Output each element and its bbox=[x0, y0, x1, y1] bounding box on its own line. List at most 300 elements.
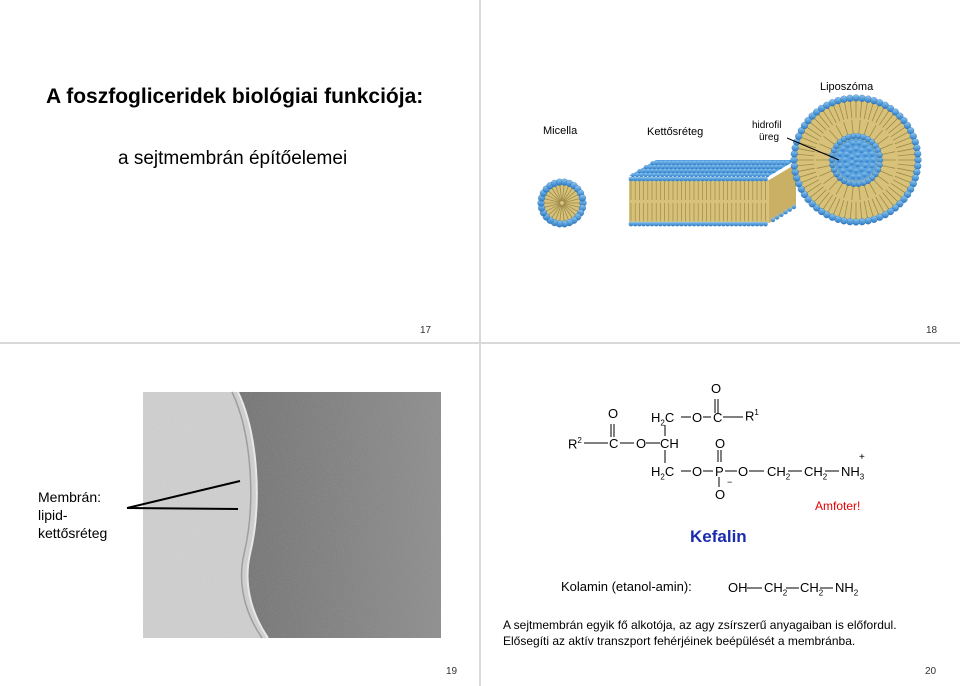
lipid-head bbox=[759, 222, 764, 227]
lipid-head bbox=[771, 218, 775, 222]
lipid-head bbox=[741, 165, 745, 169]
lipid-head bbox=[667, 161, 671, 165]
slide-title: A foszfogliceridek biológiai funkciója: bbox=[46, 85, 424, 108]
lipid-head bbox=[775, 215, 779, 219]
lipid-head bbox=[753, 173, 757, 177]
lipid-head bbox=[850, 161, 855, 166]
lipid-head bbox=[791, 163, 798, 170]
lipid-head bbox=[678, 165, 682, 169]
lipid-head bbox=[704, 177, 709, 182]
atom-ch-middle: CH bbox=[660, 436, 679, 451]
lipid-head bbox=[696, 169, 700, 173]
lipid-head bbox=[734, 169, 738, 173]
lipid-head bbox=[690, 165, 694, 169]
lipid-head bbox=[793, 175, 800, 182]
lipid-head bbox=[654, 169, 658, 173]
lipid-head bbox=[633, 222, 638, 227]
lipid-head bbox=[717, 177, 722, 182]
lipid-head bbox=[850, 155, 855, 160]
lipid-head bbox=[743, 161, 747, 165]
membrane-label: Membrán: lipid-kettősréteg bbox=[38, 489, 108, 541]
lipid-head bbox=[698, 173, 702, 177]
lipid-head bbox=[694, 165, 698, 169]
lipid-head bbox=[857, 174, 862, 179]
lipid-head bbox=[707, 165, 711, 169]
lipid-head bbox=[763, 169, 767, 173]
lipid-head bbox=[700, 222, 705, 227]
lipid-head bbox=[699, 165, 703, 169]
lipid-head bbox=[761, 173, 765, 177]
lipid-head bbox=[711, 173, 715, 177]
lipid-head bbox=[639, 173, 643, 177]
kefalin-title: Kefalin bbox=[690, 527, 747, 546]
lipid-head bbox=[734, 161, 738, 165]
lipid-head bbox=[720, 165, 724, 169]
lipid-head bbox=[684, 169, 688, 173]
atom-o-glycerol-top: O bbox=[692, 410, 703, 425]
lipid-head bbox=[642, 169, 646, 173]
lipid-head bbox=[753, 165, 757, 169]
lipid-head bbox=[708, 177, 713, 182]
lipid-head bbox=[766, 165, 770, 169]
liposome-diagram bbox=[791, 95, 922, 226]
lipid-head bbox=[747, 161, 751, 165]
lipid-head bbox=[841, 217, 848, 224]
lipid-head bbox=[742, 169, 746, 173]
lipid-head bbox=[677, 173, 681, 177]
lipid-head bbox=[671, 222, 676, 227]
atom-o-phosphate-top: O bbox=[715, 436, 726, 451]
slide-19 bbox=[0, 344, 479, 686]
lipid-head bbox=[844, 163, 849, 168]
lipid-head bbox=[755, 222, 760, 227]
lipid-head bbox=[715, 165, 719, 169]
atom-c-top: C bbox=[713, 410, 723, 425]
lipid-head bbox=[629, 177, 634, 182]
lipid-head bbox=[847, 95, 854, 102]
atom-r2: $R^2$ bbox=[568, 436, 582, 452]
lipid-head bbox=[859, 148, 864, 153]
lipid-head bbox=[669, 173, 673, 177]
lipid-head bbox=[679, 222, 684, 227]
lipid-head bbox=[770, 165, 774, 169]
lipid-head bbox=[763, 177, 768, 182]
lipid-head bbox=[859, 95, 866, 102]
lipid-head bbox=[876, 152, 882, 158]
lipid-head bbox=[637, 177, 642, 182]
lipid-head bbox=[746, 177, 751, 182]
lipid-head bbox=[667, 169, 671, 173]
slide-subtitle: a sejtmembrán építőelemei bbox=[118, 148, 348, 169]
lipid-head bbox=[713, 177, 718, 182]
lipid-head bbox=[841, 147, 846, 152]
lipid-head bbox=[641, 177, 646, 182]
lipid-head bbox=[845, 143, 850, 148]
lipid-head bbox=[635, 173, 639, 177]
lipid-head bbox=[725, 222, 730, 227]
lipid-head bbox=[736, 173, 740, 177]
lipid-head bbox=[760, 161, 764, 165]
lipid-head bbox=[841, 169, 846, 174]
slide-18 bbox=[481, 0, 960, 342]
lipid-head bbox=[870, 163, 875, 168]
kolamin-label: Kolamin (etanol-amin): bbox=[561, 579, 692, 594]
lipid-head bbox=[679, 169, 683, 173]
atom-o-top: O bbox=[711, 381, 722, 396]
lipid-head bbox=[738, 177, 743, 182]
lipid-head bbox=[757, 173, 761, 177]
lipid-head bbox=[781, 161, 785, 165]
bilayer-diagram bbox=[629, 160, 797, 226]
lipid-head bbox=[764, 161, 768, 165]
atom-o-bottom: O bbox=[715, 487, 726, 502]
kettosreteg-label: Kettősréteg bbox=[647, 126, 704, 138]
slide-20 bbox=[481, 344, 960, 686]
lipid-head bbox=[652, 173, 656, 177]
lipid-head bbox=[746, 222, 751, 227]
lipid-head bbox=[654, 177, 659, 182]
lipid-head bbox=[648, 165, 652, 169]
lipid-head bbox=[785, 161, 789, 165]
lipid-head bbox=[859, 158, 864, 163]
lipid-head bbox=[723, 173, 727, 177]
lipid-head bbox=[863, 152, 868, 157]
lipid-head bbox=[713, 222, 718, 227]
lipid-head bbox=[862, 172, 867, 177]
lipid-head bbox=[722, 161, 726, 165]
lipid-head bbox=[736, 165, 740, 169]
lipid-head bbox=[704, 222, 709, 227]
lipid-head bbox=[656, 173, 660, 177]
lipid-head bbox=[778, 165, 782, 169]
description-line-2: Elősegíti az aktív transzport fehérjéinek beépülését a membránba. bbox=[503, 634, 856, 648]
micrograph-texture bbox=[143, 392, 441, 638]
lipid-head bbox=[675, 222, 680, 227]
lipid-head bbox=[675, 169, 679, 173]
lipid-head bbox=[692, 177, 697, 182]
lipid-head bbox=[855, 153, 860, 158]
atom-o-middle: O bbox=[636, 436, 647, 451]
lipid-head bbox=[658, 177, 663, 182]
lipid-head bbox=[646, 169, 650, 173]
bilayer-front bbox=[629, 180, 769, 223]
atom-r1: $R^1$ bbox=[745, 408, 759, 424]
slide-17 bbox=[0, 0, 479, 342]
lipid-head bbox=[629, 222, 634, 227]
lipid-head bbox=[763, 222, 768, 227]
lipid-head bbox=[783, 210, 787, 214]
lipid-head bbox=[661, 165, 665, 169]
lipid-head bbox=[650, 177, 655, 182]
lipid-head bbox=[841, 96, 848, 103]
lipid-head bbox=[671, 169, 675, 173]
kolamin-oh: OH bbox=[728, 580, 748, 595]
lipid-head bbox=[688, 161, 692, 165]
lipid-head bbox=[673, 165, 677, 169]
micella-label: Micella bbox=[543, 125, 578, 137]
atom-p: P bbox=[715, 464, 724, 479]
lipid-head bbox=[871, 216, 878, 223]
lipid-head bbox=[711, 165, 715, 169]
lipid-head bbox=[838, 163, 843, 168]
lipid-head bbox=[709, 161, 713, 165]
atom-o-glycerol-bottom: O bbox=[692, 464, 703, 479]
lipid-head bbox=[865, 96, 872, 103]
atom-c-r2: C bbox=[609, 436, 619, 451]
lipid-head bbox=[768, 169, 772, 173]
lipid-head bbox=[863, 163, 868, 168]
lipid-head bbox=[749, 173, 753, 177]
lipid-head bbox=[912, 139, 919, 146]
lipid-head bbox=[709, 169, 713, 173]
page-number: 18 bbox=[926, 325, 938, 336]
lipid-head bbox=[774, 165, 778, 169]
lipid-head bbox=[650, 161, 654, 165]
lipid-head bbox=[675, 177, 680, 182]
lipid-head bbox=[665, 165, 669, 169]
lipid-head bbox=[726, 161, 730, 165]
lipid-head bbox=[729, 177, 734, 182]
lipid-head bbox=[871, 158, 876, 163]
lipid-head bbox=[686, 165, 690, 169]
lipid-head bbox=[854, 158, 859, 163]
lipid-head bbox=[686, 173, 690, 177]
lipid-head bbox=[848, 167, 853, 172]
charge-minus: − bbox=[727, 477, 733, 487]
lipid-head bbox=[791, 157, 798, 164]
atom-h2c-top: $H_2C$ bbox=[651, 410, 675, 428]
lipid-head bbox=[851, 174, 856, 179]
lipid-head bbox=[631, 173, 635, 177]
lipid-head bbox=[641, 222, 646, 227]
lipid-head bbox=[729, 222, 734, 227]
lipid-head bbox=[772, 161, 776, 165]
lipid-head bbox=[658, 169, 662, 173]
hidrofil-label-1: hidrofil bbox=[752, 120, 782, 131]
lipid-head bbox=[697, 161, 701, 165]
lipid-head bbox=[705, 169, 709, 173]
description-line-1: A sejtmembrán egyik fő alkotója, az agy zsírszerű anyagaiban is előfordul. bbox=[503, 618, 897, 632]
lipid-head bbox=[745, 165, 749, 169]
lipid-head bbox=[734, 177, 739, 182]
lipid-head bbox=[792, 145, 799, 152]
lipid-head bbox=[859, 218, 866, 225]
lipid-head bbox=[637, 169, 641, 173]
lipid-head bbox=[657, 165, 661, 169]
lipid-head bbox=[751, 169, 755, 173]
lipid-head bbox=[688, 169, 692, 173]
lipid-head bbox=[725, 177, 730, 182]
lipid-head bbox=[854, 169, 859, 174]
lipid-head bbox=[730, 169, 734, 173]
lipid-head bbox=[702, 173, 706, 177]
lipid-head bbox=[853, 219, 860, 226]
lipid-head bbox=[859, 167, 864, 172]
lipid-head bbox=[848, 148, 853, 153]
page-number: 20 bbox=[925, 666, 937, 677]
lipid-head bbox=[665, 173, 669, 177]
lipid-head bbox=[692, 169, 696, 173]
lipid-head bbox=[788, 207, 792, 211]
lipid-head bbox=[717, 169, 721, 173]
lipid-head bbox=[739, 161, 743, 165]
lipid-head bbox=[650, 169, 654, 173]
lipid-head bbox=[684, 161, 688, 165]
lipid-head bbox=[721, 177, 726, 182]
lipid-head bbox=[648, 173, 652, 177]
lipid-head bbox=[705, 161, 709, 165]
lipid-head bbox=[844, 152, 849, 157]
lipid-head bbox=[654, 222, 659, 227]
page-number: 19 bbox=[446, 666, 458, 677]
lipid-head bbox=[713, 169, 717, 173]
lipid-head bbox=[662, 222, 667, 227]
lipid-head bbox=[717, 222, 722, 227]
lipid-head bbox=[768, 161, 772, 165]
lipid-head bbox=[759, 177, 764, 182]
lipid-head bbox=[680, 161, 684, 165]
lipid-head bbox=[738, 222, 743, 227]
lipid-head bbox=[751, 161, 755, 165]
lipid-head bbox=[694, 173, 698, 177]
liposzoma-label: Liposzóma bbox=[820, 81, 874, 93]
lipid-head bbox=[913, 145, 920, 152]
atom-o-r2-ester: O bbox=[608, 406, 619, 421]
lipid-head bbox=[724, 165, 728, 169]
lipid-head bbox=[755, 177, 760, 182]
lipid-head bbox=[683, 177, 688, 182]
lipid-head bbox=[870, 152, 875, 157]
lipid-head bbox=[728, 173, 732, 177]
lipid-head bbox=[779, 213, 783, 217]
lipid-head bbox=[637, 222, 642, 227]
lipid-head bbox=[845, 172, 850, 177]
lipid-head bbox=[835, 97, 842, 104]
lipid-head bbox=[750, 222, 755, 227]
lipid-head bbox=[854, 147, 859, 152]
lipid-head bbox=[747, 169, 751, 173]
atom-ch2-2: $CH_2$ bbox=[804, 464, 828, 482]
lipid-head bbox=[738, 169, 742, 173]
lipid-head bbox=[718, 161, 722, 165]
lipid-head bbox=[843, 158, 848, 163]
lipid-head bbox=[772, 169, 776, 173]
lipid-head bbox=[671, 161, 675, 165]
atom-nh3: $NH_3$ bbox=[841, 464, 865, 482]
lipid-head bbox=[676, 161, 680, 165]
lipid-head bbox=[719, 173, 723, 177]
lipid-head bbox=[721, 169, 725, 173]
lipid-head bbox=[791, 151, 798, 158]
lipid-structures-illustration bbox=[481, 0, 960, 342]
lipid-head bbox=[644, 165, 648, 169]
lipid-head bbox=[645, 177, 650, 182]
charge-plus: + bbox=[859, 452, 865, 463]
lipid-head bbox=[701, 161, 705, 165]
lipid-head bbox=[666, 222, 671, 227]
kolamin-nh2: $NH_2$ bbox=[835, 580, 859, 598]
lipid-head bbox=[913, 169, 920, 176]
kolamin-ch2-1: $CH_2$ bbox=[764, 580, 788, 598]
lipid-head bbox=[721, 222, 726, 227]
lipid-head bbox=[633, 177, 638, 182]
lipid-head bbox=[857, 141, 862, 146]
lipid-head bbox=[750, 177, 755, 182]
lipid-head bbox=[749, 165, 753, 169]
lipid-head bbox=[847, 218, 854, 225]
lipid-head bbox=[726, 169, 730, 173]
lipid-head bbox=[776, 161, 780, 165]
lipid-head bbox=[851, 141, 856, 146]
lipid-head bbox=[715, 173, 719, 177]
lipid-head bbox=[755, 169, 759, 173]
lipid-head bbox=[655, 161, 659, 165]
lipid-head bbox=[867, 169, 872, 174]
description bbox=[503, 617, 897, 649]
atom-ch2-1: $CH_2$ bbox=[767, 464, 791, 482]
lipid-head bbox=[757, 165, 761, 169]
lipid-head bbox=[692, 161, 696, 165]
lipid-head bbox=[732, 165, 736, 169]
lipid-head bbox=[865, 158, 870, 163]
lipid-head bbox=[659, 161, 663, 165]
lipid-head bbox=[862, 143, 867, 148]
lipid-head bbox=[742, 222, 747, 227]
lipid-head bbox=[728, 165, 732, 169]
lipid-head bbox=[690, 173, 694, 177]
lipid-head bbox=[682, 165, 686, 169]
lipid-head bbox=[696, 222, 701, 227]
lipid-head bbox=[759, 169, 763, 173]
lipid-head bbox=[700, 177, 705, 182]
lipid-head bbox=[708, 222, 713, 227]
lipid-head bbox=[644, 173, 648, 177]
lipid-head bbox=[579, 195, 586, 202]
page-number: 17 bbox=[420, 325, 432, 336]
lipid-head bbox=[855, 162, 860, 167]
lipid-head bbox=[742, 177, 747, 182]
lipid-head bbox=[713, 161, 717, 165]
lipid-head bbox=[673, 173, 677, 177]
lipid-head bbox=[732, 173, 736, 177]
micelle-diagram bbox=[538, 179, 587, 227]
lipid-head bbox=[663, 169, 667, 173]
lipid-head bbox=[865, 217, 872, 224]
lipid-head bbox=[792, 169, 799, 176]
lipid-head bbox=[765, 173, 769, 177]
lipid-head bbox=[703, 165, 707, 169]
hidrofil-label-2: üreg bbox=[759, 132, 780, 143]
lipid-head bbox=[914, 151, 921, 158]
lipid-head bbox=[671, 177, 676, 182]
lipid-head bbox=[645, 222, 650, 227]
lipid-head bbox=[687, 222, 692, 227]
lipid-head bbox=[838, 152, 843, 157]
lipid-head bbox=[663, 161, 667, 165]
lipid-head bbox=[687, 177, 692, 182]
lipid-head bbox=[734, 222, 739, 227]
lipid-head bbox=[730, 161, 734, 165]
lipid-head bbox=[683, 222, 688, 227]
lipid-head bbox=[700, 169, 704, 173]
kolamin-ch2-2: $CH_2$ bbox=[800, 580, 824, 598]
micrograph bbox=[0, 344, 479, 686]
lipid-head bbox=[740, 173, 744, 177]
lipid-head bbox=[915, 157, 922, 164]
lipid-head bbox=[666, 177, 671, 182]
lipid-head bbox=[660, 173, 664, 177]
lipid-head bbox=[681, 173, 685, 177]
